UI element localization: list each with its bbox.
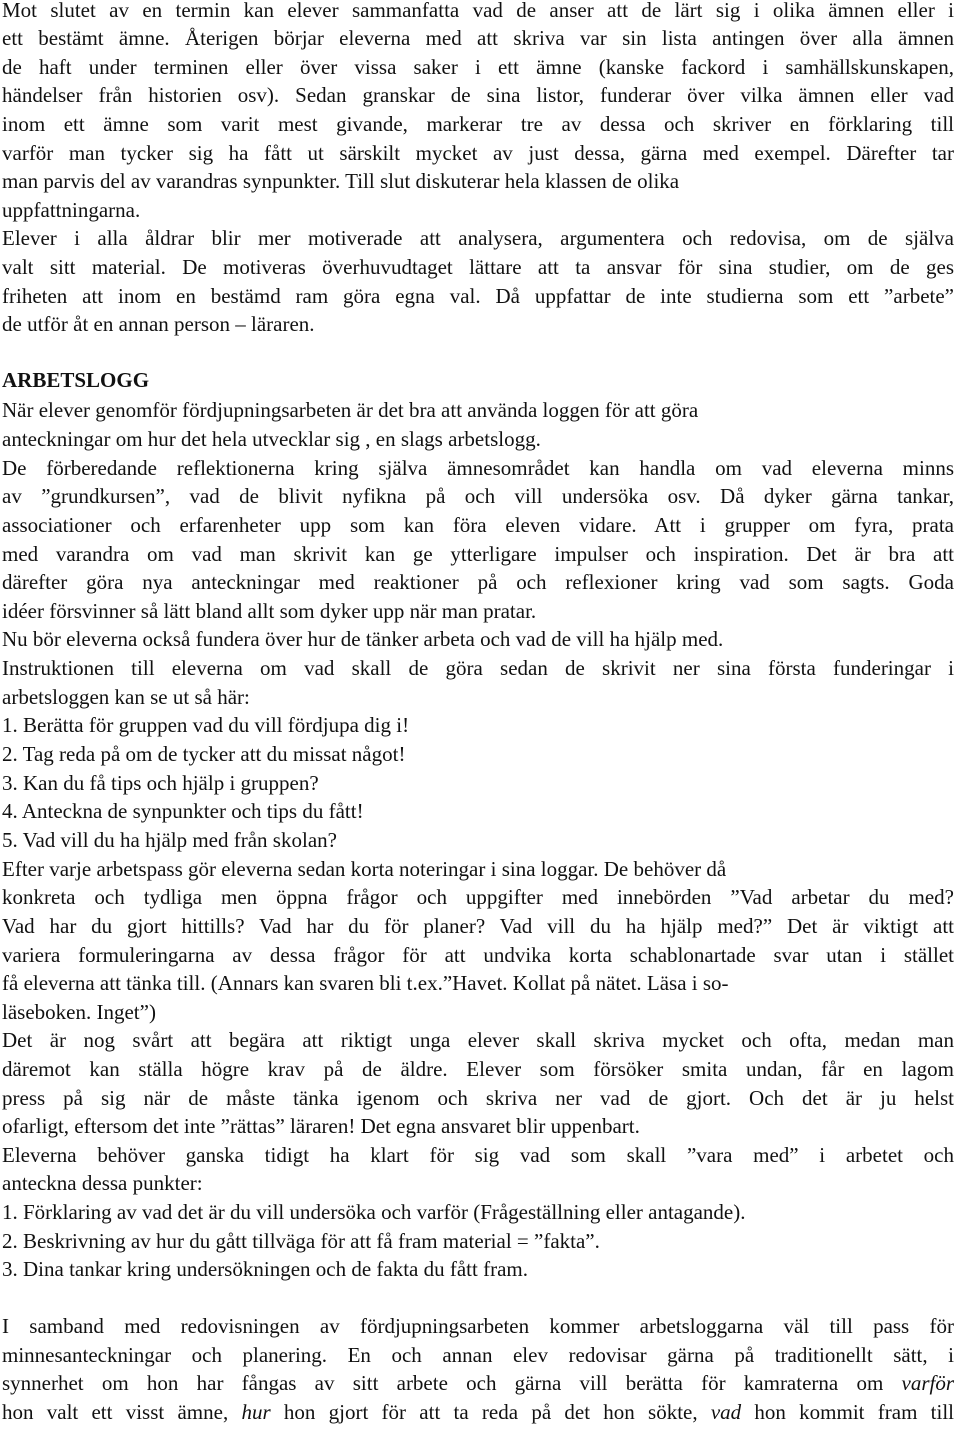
text-line: med varandra om vad man skrivit kan ge ytterligare impulser och inspiration. Det är bra att bbox=[2, 542, 954, 566]
text-line: därefter göra nya anteckningar med reaktioner på och reflexioner kring vad som sagts. Goda bbox=[2, 570, 954, 594]
text-line: uppfattningarna. bbox=[2, 198, 141, 222]
text-line bbox=[2, 1399, 954, 1425]
text-line: Elever i alla åldrar blir mer motiverade att analysera, argumentera och redovisa, om de själva bbox=[2, 226, 954, 250]
text-line: associationer och erfarenheter upp som kan föra eleven vidare. Att i grupper om fyra, prata bbox=[2, 513, 954, 537]
text-line: händelser från historien osv). Sedan granskar de sina listor, funderar över vilka ämnen eller vad bbox=[2, 83, 954, 107]
emphasized-word: vad bbox=[710, 1400, 742, 1424]
text-line: minnesanteckningar och planering. En och annan elev redovisar gärna på traditionellt sätt, i bbox=[2, 1343, 954, 1367]
section-heading: ARBETSLOGG bbox=[2, 368, 150, 392]
text-line: få eleverna att tänka till. (Annars kan svaren bli t.ex.”Havet. Kollat på nätet. Läsa i so- bbox=[2, 971, 729, 995]
text-line: 4. Anteckna de synpunkter och tips du fått! bbox=[2, 799, 364, 823]
text-line: Efter varje arbetspass gör eleverna sedan korta noteringar i sina loggar. De behöver då bbox=[2, 857, 727, 881]
text-segment: hon gjort för att ta reda på det hon sökte, bbox=[270, 1400, 711, 1424]
text-line: Mot slutet av en termin kan elever sammanfatta vad de anser att de lärt sig i olika ämnen eller i bbox=[2, 0, 954, 22]
text-line: I samband med redovisningen av fördjupningsarbeten kommer arbetsloggarna väl till pass för bbox=[2, 1314, 954, 1338]
text-line: De förberedande reflektionerna kring själva ämnesområdet kan handla om vad eleverna minns bbox=[2, 456, 954, 480]
text-line: 3. Kan du få tips och hjälp i gruppen? bbox=[2, 771, 319, 795]
text-line: 2. Beskrivning av hur du gått tillväga för att få fram material = ”fakta”. bbox=[2, 1229, 600, 1253]
text-segment: synnerhet om hon har fångas av sitt arbete och gärna vill berätta för kamraterna om bbox=[2, 1371, 902, 1395]
text-line: konkreta och tydliga men öppna frågor och uppgifter med innebörden ”Vad arbetar du med? bbox=[2, 885, 954, 909]
text-line: de utför åt en annan person – läraren. bbox=[2, 312, 315, 336]
text-line: inom ett ämne som varit mest givande, markerar tre av dessa och skriver en förklaring till bbox=[2, 112, 954, 136]
text-segment: hon kommit fram till bbox=[741, 1400, 954, 1424]
text-line: ett bestämt ämne. Återigen börjar eleverna med att skriva var sin lista antingen över alla ämnen bbox=[2, 26, 954, 50]
text-line: 1. Berätta för gruppen vad du vill fördjupa dig i! bbox=[2, 713, 410, 737]
text-line: 5. Vad vill du ha hjälp med från skolan? bbox=[2, 828, 337, 852]
text-line: anteckna dessa punkter: bbox=[2, 1171, 203, 1195]
text-line: När elever genomför fördjupningsarbeten är det bra att använda loggen för att göra bbox=[2, 398, 699, 422]
emphasized-word: varför bbox=[901, 1371, 954, 1395]
text-line: anteckningar om hur det hela utvecklar sig , en slags arbetslogg. bbox=[2, 427, 541, 451]
text-line: Eleverna behöver ganska tidigt ha klart för sig vad som skall ”vara med” i arbetet och bbox=[2, 1143, 954, 1167]
text-line: friheten att inom en bestämd ram göra egna val. Då uppfattar de inte studierna som ett ”arbete” bbox=[2, 284, 954, 308]
text-line: ofarligt, eftersom det inte ”rättas” läraren! Det egna ansvaret blir uppenbart. bbox=[2, 1114, 640, 1138]
text-line: idéer försvinner så lätt bland allt som dyker upp när man pratar. bbox=[2, 599, 537, 623]
text-line: arbetsloggen kan se ut så här: bbox=[2, 685, 250, 709]
text-line: valt sitt material. De motiveras överhuvudtaget lättare att ta ansvar för sina studier, om de ges bbox=[2, 255, 954, 279]
text-line: 2. Tag reda på om de tycker att du missat något! bbox=[2, 742, 406, 766]
text-line: de haft under terminen eller över vissa saker i ett ämne (kanske fackord i samhällskunskapen, bbox=[2, 55, 954, 79]
emphasized-word: hur bbox=[241, 1400, 271, 1424]
text-line: man parvis del av varandras synpunkter. Till slut diskuterar hela klassen de olika bbox=[2, 169, 680, 193]
text-line: Vad har du gjort hittills? Vad har du för planer? Vad vill du ha hjälp med?” Det är viktigt att bbox=[2, 914, 954, 938]
text-line: av ”grundkursen”, vad de blivit nyfikna på och vill undersöka osv. Då dyker gärna tankar, bbox=[2, 484, 954, 508]
text-line: variera formuleringarna av dessa frågor för att undvika korta schablonartade svar utan i stället bbox=[2, 943, 954, 967]
text-segment: hon valt ett visst ämne, bbox=[2, 1400, 242, 1424]
text-line: varför man tycker sig ha fått ut särskilt mycket av just dessa, gärna med exempel. Därefter tar bbox=[2, 141, 954, 165]
text-line: 3. Dina tankar kring undersökningen och de fakta du fått fram. bbox=[2, 1257, 528, 1281]
text-line: läseboken. Inget”) bbox=[2, 1000, 156, 1024]
text-line: Nu bör eleverna också fundera över hur de tänker arbeta och vad de vill ha hjälp med. bbox=[2, 627, 724, 651]
text-line: press på sig när de måste tänka igenom och skriva ner vad de gjort. Och det är ju helst bbox=[2, 1086, 954, 1110]
text-line bbox=[2, 1370, 954, 1396]
text-line: Det är nog svårt att begära att riktigt unga elever skall skriva mycket och ofta, medan man bbox=[2, 1028, 954, 1052]
text-line: Instruktionen till eleverna om vad skall de göra sedan de skrivit ner sina första funderingar i bbox=[2, 656, 954, 680]
text-line: däremot kan ställa högre krav på de äldre. Elever som försöker smita undan, får en lagom bbox=[2, 1057, 954, 1081]
text-line: 1. Förklaring av vad det är du vill undersöka och varför (Frågeställning eller antagande). bbox=[2, 1200, 746, 1224]
